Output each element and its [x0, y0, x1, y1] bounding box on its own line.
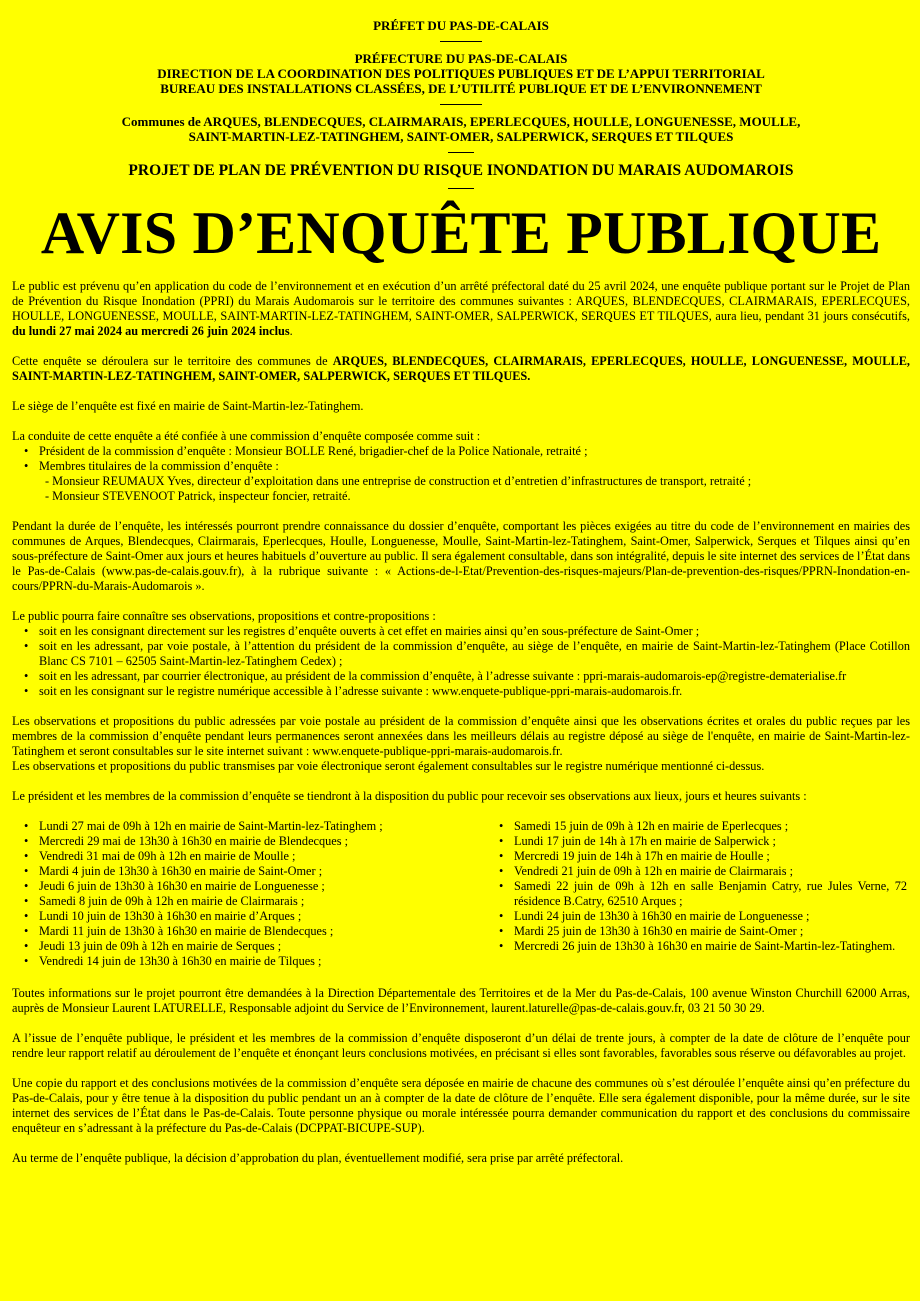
list-item: • Vendredi 14 juin de 13h30 à 16h30 en mairie de Tilques ; — [39, 954, 474, 969]
bureau-heading: BUREAU DES INSTALLATIONS CLASSÉES, DE L’UTILITÉ PUBLIQUE ET DE L’ENVIRONNEMENT — [160, 81, 762, 96]
list-item: • Lundi 17 juin de 14h à 17h en mairie de Salperwick ; — [514, 834, 907, 849]
territory-communes: ARQUES, BLENDECQUES, CLAIRMARAIS, EPERLECQUES, HOULLE, LONGUENESSE, MOULLE, SAINT-MARTIN-LEZ-TATINGHEM, SAINT-OMER, SALPERWICK, SERQUES ET TILQUES. — [12, 354, 910, 383]
list-item: • Mercredi 26 juin de 13h30 à 16h30 en mairie de Saint-Martin-lez-Tatinghem. — [514, 939, 907, 954]
list-item: • soit en les adressant, par courrier électronique, au président de la commission d’enquête, à l’adresse suivante : ppri-marais-audomarois-ep@registre-dematerialise.fr — [39, 669, 910, 684]
list-item: • Mardi 25 juin de 13h30 à 16h30 en mairie de Saint-Omer ; — [514, 924, 907, 939]
permanences-left-column — [12, 819, 474, 969]
intro-end: . — [289, 324, 293, 338]
intro-paragraph — [12, 279, 910, 339]
annexed-paragraph — [12, 714, 910, 774]
observations-list — [12, 624, 910, 699]
list-item — [39, 459, 910, 504]
annexed-text-1: Les observations et propositions du public adressées par voie postale au président de la commission d’enquête ainsi que les observations écrites et orales du public reçues par les membres de la commission d’enquête pendant leurs permanences seront annexées dans les meilleurs délais au registre déposé au siège de l'enquête, en mairie de Saint-Martin-lez-Tatinghem et seront consultables sur le site internet suivant : www.enquete-publique-ppri-marais-audomarois.fr. — [12, 714, 910, 758]
direction-heading: DIRECTION DE LA COORDINATION DES POLITIQUES PUBLIQUES ET DE L’APPUI TERRITORIAL — [157, 66, 765, 81]
list-item: • Jeudi 13 juin de 09h à 12h en mairie de Serques ; — [39, 939, 474, 954]
copie-paragraph: Une copie du rapport et des conclusions motivées de la commission d’enquête sera déposée en mairie de chacune des communes où s’est déroulée l’enquête ainsi qu’en préfecture du Pas-de-Calais, pour y être tenue à la disposition du public pendant un an à compter de la date de clôture de l’enquête. Elle sera également disponible, pour la même durée, sur le site internet des services de l’État dans le Pas-de-Calais. Toute personne physique ou morale intéressée pourra demander communication du rapport et des conclusions du commissaire enquêteur en s’adressant à la préfecture du Pas-de-Calais (DCPPAT-BICUPE-SUP). — [12, 1076, 910, 1135]
dossier-paragraph: Pendant la durée de l’enquête, les intéressés pourront prendre connaissance du dossier d’enquête, comportant les pièces exigées au titre du code de l’environnement en mairies des communes de Arques, Blendecques, Clairmarais, Eperlecques, Houlle, Longuenesse, Moulle, Saint-Martin-lez-Tatinghem, Saint-Omer, Salperwick, Serques et Tilques ainsi qu’en sous-préfecture de Saint-Omer aux jours et heures habituels d’ouverture au public. Il sera également consultable, dans son intégralité, depuis le site internet des services de l’État dans le Pas-de-Calais (www.pas-de-calais.gouv.fr), à la rubrique suivante : « Actions-de-l-Etat/Prevention-des-risques-majeurs/Plan-de-prevention-des-risques/PPRN-Inondation-en-cours/PPRN-du-Marais-Audomarois ». — [12, 519, 910, 593]
list-item: • Lundi 10 juin de 13h30 à 16h30 en mairie d’Arques ; — [39, 909, 474, 924]
separator — [440, 41, 482, 42]
separator — [448, 152, 474, 153]
communes-heading-line1: Communes de ARQUES, BLENDECQUES, CLAIRMARAIS, EPERLECQUES, HOULLE, LONGUENESSE, MOULLE, — [121, 114, 801, 129]
notice-title: AVIS D’ENQUÊTE PUBLIQUE — [40, 200, 882, 266]
separator — [440, 104, 482, 105]
list-item: • Vendredi 31 mai de 09h à 12h en mairie de Moulle ; — [39, 849, 474, 864]
list-item: • Lundi 24 juin de 13h30 à 16h30 en mairie de Longuenesse ; — [514, 909, 907, 924]
list-item: • soit en les consignant directement sur les registres d’enquête ouverts à cet effet en mairies ainsi qu’en sous-préfecture de Saint-Omer ; — [39, 624, 910, 639]
permanences-intro: Le président et les membres de la commission d’enquête se tiendront à la disposition du public pour recevoir ses observations aux lieux, jours et heures suivants : — [12, 789, 807, 803]
prefet-heading: PRÉFET DU PAS-DE-CALAIS — [373, 18, 549, 33]
commission-president: Président de la commission d’enquête : Monsieur BOLLE René, brigadier-chef de la Police Nationale, retraité ; — [39, 444, 588, 458]
commission-members-label: Membres titulaires de la commission d’enquête : — [39, 459, 279, 473]
separator — [448, 188, 474, 189]
territory-paragraph — [12, 354, 910, 384]
annexed-text-2: Les observations et propositions du public transmises par voie électronique seront également consultables sur le registre numérique mentionné ci-dessus. — [12, 759, 765, 773]
commission-intro: La conduite de cette enquête a été confiée à une commission d’enquête composée comme suit : — [12, 429, 481, 443]
commission-list — [12, 444, 910, 504]
prefecture-heading: PRÉFECTURE DU PAS-DE-CALAIS — [354, 51, 568, 66]
permanences-right-column — [474, 819, 907, 969]
list-item: • soit en les adressant, par voie postale, à l’attention du président de la commission d’enquête, au siège de l’enquête, en mairie de Saint-Martin-lez-Tatinghem (Place Cotillon Blanc CS 7101 – 62505 Saint-Martin-lez-Tatinghem Cedex) ; — [39, 639, 910, 669]
intro-text: Le public est prévenu qu’en application du code de l’environnement et en exécution d’un arrêté préfectoral daté du 25 avril 2024, une enquête publique portant sur le Projet de Plan de Prévention du Risque Inondation (PPRI) du Marais Audomarois sur le territoire des communes suivantes : ARQUES, BLENDECQUES, CLAIRMARAIS, EPERLECQUES, HOULLE, LONGUENESSE, MOULLE, SAINT-MARTIN-LEZ-TATINGHEM, SAINT-OMER, SALPERWICK, SERQUES ET TILQUES, aura lieu, pendant 31 jours consécutifs, — [12, 279, 910, 323]
projet-heading: PROJET DE PLAN DE PRÉVENTION DU RISQUE INONDATION DU MARAIS AUDOMAROIS — [128, 162, 794, 179]
list-item: • Samedi 8 juin de 09h à 12h en mairie de Clairmarais ; — [39, 894, 474, 909]
list-item: • Lundi 27 mai de 09h à 12h en mairie de Saint-Martin-lez-Tatinghem ; — [39, 819, 474, 834]
list-item: • Mercredi 29 mai de 13h30 à 16h30 en mairie de Blendecques ; — [39, 834, 474, 849]
list-item: • Samedi 15 juin de 09h à 12h en mairie de Eperlecques ; — [514, 819, 907, 834]
territory-text: Cette enquête se déroulera sur le territoire des communes de — [12, 354, 333, 368]
commission-member-1: - Monsieur REUMAUX Yves, directeur d’exploitation dans une entreprise de construction et d’entretien d’infrastructures de transport, retraité ; — [45, 474, 752, 488]
terme-paragraph: Au terme de l’enquête publique, la décision d’approbation du plan, éventuellement modifié, sera prise par arrêté préfectoral. — [12, 1151, 624, 1165]
list-item: • Vendredi 21 juin de 09h à 12h en mairie de Clairmarais ; — [514, 864, 907, 879]
permanences-schedule — [12, 819, 910, 969]
commission-member-2: - Monsieur STEVENOOT Patrick, inspecteur foncier, retraité. — [45, 489, 351, 503]
list-item: • soit en les consignant sur le registre numérique accessible à l’adresse suivante : www.enquete-publique-ppri-marais-audomarois.fr. — [39, 684, 910, 699]
communes-heading-line2: SAINT-MARTIN-LEZ-TATINGHEM, SAINT-OMER, SALPERWICK, SERQUES ET TILQUES — [188, 129, 734, 144]
list-item: • Mardi 11 juin de 13h30 à 16h30 en mairie de Blendecques ; — [39, 924, 474, 939]
observations-intro: Le public pourra faire connaître ses observations, propositions et contre-propositions : — [12, 609, 436, 623]
list-item: • Jeudi 6 juin de 13h30 à 16h30 en mairie de Longuenesse ; — [39, 879, 474, 894]
issue-paragraph: A l’issue de l’enquête publique, le président et les membres de la commission d’enquête disposeront d’un délai de trente jours, à compter de la date de clôture de l’enquête pour rendre leur rapport relatif au déroulement de l’enquête et énonçant leurs conclusions motivées, en précisant si elles sont favorables, favorables sous réserve ou défavorables au projet. — [12, 1031, 910, 1060]
list-item: • Mardi 4 juin de 13h30 à 16h30 en mairie de Saint-Omer ; — [39, 864, 474, 879]
intro-dates: du lundi 27 mai 2024 au mercredi 26 juin 2024 inclus — [12, 324, 290, 338]
list-item — [39, 444, 910, 459]
list-item: • Mercredi 19 juin de 14h à 17h en mairie de Houlle ; — [514, 849, 907, 864]
infos-paragraph: Toutes informations sur le projet pourront être demandées à la Direction Départementale des Territoires et de la Mer du Pas-de-Calais, 100 avenue Winston Churchill 62000 Arras, auprès de Monsieur Laurent LATURELLE, Responsable adjoint du Service de l’Environnement, laurent.laturelle@pas-de-calais.gouv.fr, 03 21 50 30 29. — [12, 986, 910, 1015]
list-item: • Samedi 22 juin de 09h à 12h en salle Benjamin Catry, rue Jules Verne, 72 résidence B.Catry, 62510 Arques ; — [514, 879, 907, 909]
siege-paragraph: Le siège de l’enquête est fixé en mairie de Saint-Martin-lez-Tatinghem. — [12, 399, 364, 413]
